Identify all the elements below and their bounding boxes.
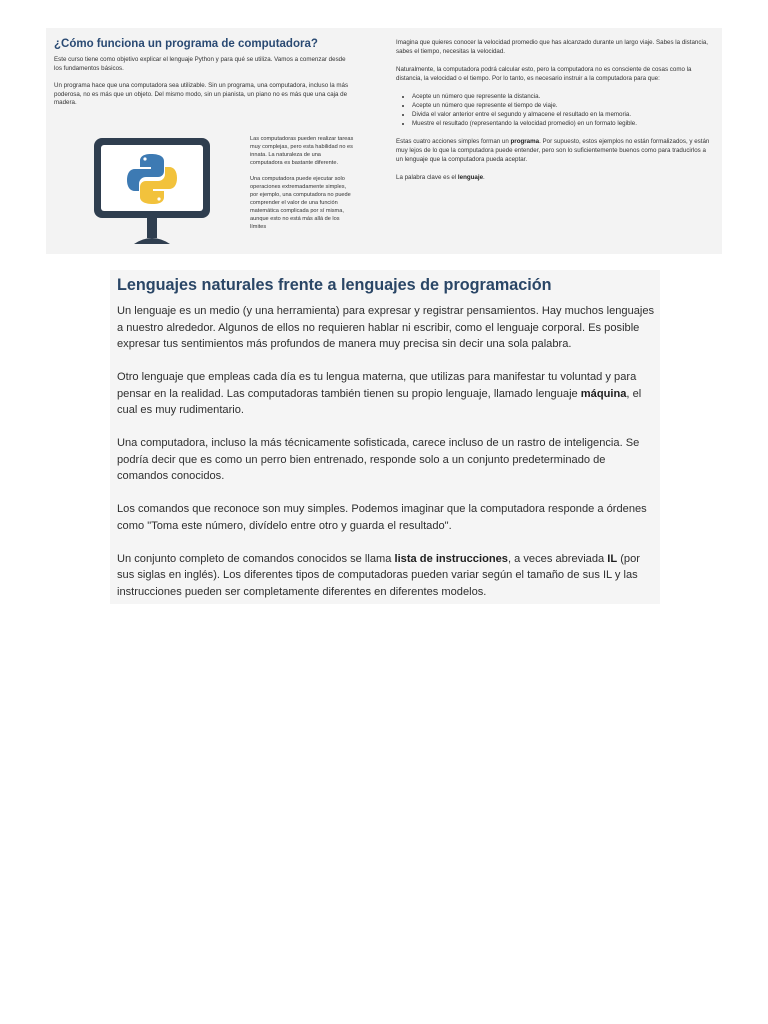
main-section xyxy=(110,270,660,604)
top-left-column xyxy=(54,38,354,117)
top-section xyxy=(46,28,722,254)
monitor-side-text xyxy=(250,135,354,253)
main-paragraph-3: Una computadora, incluso la más técnicamente sofisticada, carece incluso de un rastro de inteligencia. Se podría decir que es como un perro bien entrenado, responde solo a un conjunto predeterminado de comandos conocidos. xyxy=(117,437,640,482)
python-monitor-icon xyxy=(94,138,210,246)
list-item: • Acepte un número que represente la distancia. xyxy=(412,92,714,101)
text-run: Un conjunto completo de comandos conocidos se llama xyxy=(117,552,395,565)
top-paragraph-2: Un programa hace que una computadora sea utilizable. Sin un programa, una computadora, incluso la más poderosa, no es más que un objeto. Del mismo modo, sin un pianista, un piano no es más que una caja de madera. xyxy=(54,82,349,107)
main-paragraph-2 xyxy=(117,369,657,419)
list-item: • Divida el valor anterior entre el segundo y almacene el resultado en la memoria. xyxy=(412,110,714,119)
text-run: La palabra clave es el xyxy=(396,174,458,181)
main-paragraph-4: Los comandos que reconoce son muy simples. Podemos imaginar que la computadora responde a órdenes como "Toma este número, divídelo entre otro y guarda el resultado". xyxy=(117,503,647,532)
text-run: . Por supuesto, estos ejemplos no están formalizados, y están muy lejos de lo que la computadora puede entender, pero son lo suficientemente buenos como para traducirlos a un lenguaje que la computadora pueda aceptar. xyxy=(396,138,710,163)
side-paragraph-2: Una computadora puede ejecutar solo operaciones extremadamente simples, por ejemplo, una computadora no puede comprender el valor de una función matemática complicada por sí misma, aunque esto no está más allá de los límites xyxy=(250,176,351,230)
bold-term-lenguaje: lenguaje xyxy=(457,174,484,181)
top-intro: Este curso tiene como objetivo explicar el lenguaje Python y para qué se utiliza. Vamos a comenzar desde los fundamentos básicos. xyxy=(54,56,346,72)
main-paragraph-1: Un lenguaje es un medio (y una herramienta) para expresar y registrar pensamientos. Hay muchos lenguajes a nuestro alrededor. Algunos de ellos no requieren hablar ni escribir, como el lenguaje corporal. Es posible expresar tus sentimientos más profundos de manera muy precisa sin decir una sola palabra. xyxy=(117,305,655,350)
bold-term-lista: lista de instrucciones xyxy=(394,552,508,565)
main-paragraph-5 xyxy=(117,551,657,601)
text-run: Otro lenguaje que empleas cada día es tu lengua materna, que utilizas para manifestar tu voluntad y para pensar en la realidad. Las computadoras también tienen su propio lenguaje, llamado lenguaje xyxy=(117,371,637,400)
bold-term-il: IL xyxy=(607,552,618,565)
text-run: . xyxy=(483,174,485,181)
bold-term-maquina: máquina xyxy=(580,387,627,400)
text-run: Estas cuatro acciones simples forman un xyxy=(396,138,511,145)
right-paragraph-1: Imagina que quieres conocer la velocidad promedio que has alcanzado durante un largo viaje. Sabes la distancia, sabes el tiempo, necesitas la velocidad. xyxy=(396,39,708,55)
list-item: • Muestre el resultado (representando la velocidad promedio) en un formato legible. xyxy=(412,119,714,128)
main-body xyxy=(117,303,657,617)
steps-list xyxy=(396,92,714,128)
bold-term-programa: programa xyxy=(510,138,540,145)
side-paragraph-1: Las computadoras pueden realizar tareas muy complejas, pero esta habilidad no es innata. La naturaleza de una computadora es bastante diferente. xyxy=(250,136,354,166)
top-title: ¿Cómo funciona un programa de computadora? xyxy=(54,38,318,50)
right-paragraph-3 xyxy=(396,137,714,164)
text-run: , el cual es muy rudimentario. xyxy=(117,387,642,416)
list-item: • Acepte un número que represente el tiempo de viaje. xyxy=(412,101,714,110)
text-run: (por sus siglas en inglés). Los diferentes tipos de computadoras pueden variar según el tamaño de sus IL y las instrucciones pueden ser completamente diferentes en diferentes modelos. xyxy=(117,552,640,598)
right-paragraph-2: Naturalmente, la computadora podrá calcular esto, pero la computadora no es consciente de cosas como la distancia, la velocidad o el tiempo. Por lo tanto, es necesario instruir a la computadora para que: xyxy=(396,66,692,82)
main-title: Lenguajes naturales frente a lenguajes de programación xyxy=(117,276,552,294)
top-right-column xyxy=(396,38,714,191)
text-run: , a veces abreviada xyxy=(507,552,608,565)
right-paragraph-4 xyxy=(396,173,714,182)
